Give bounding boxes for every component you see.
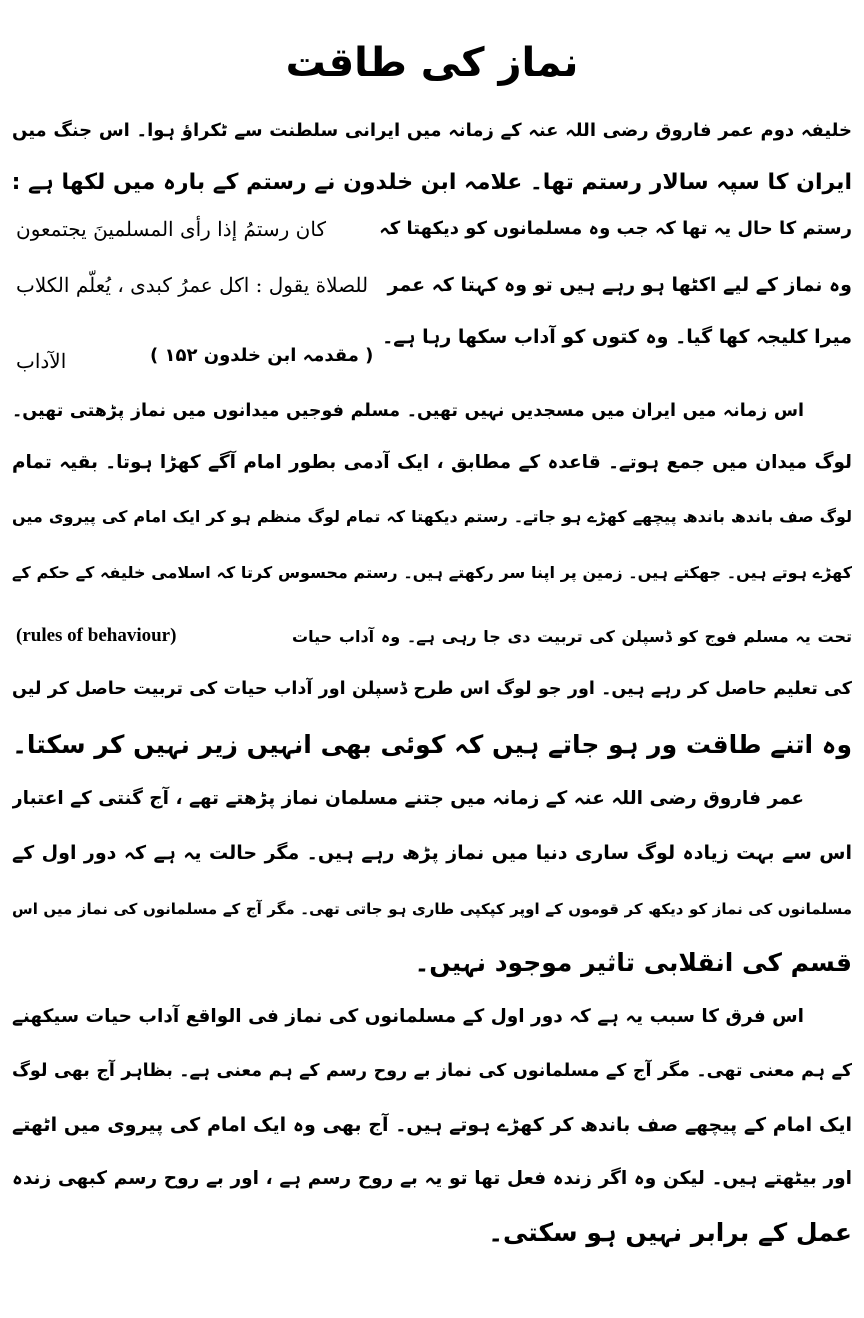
quote-urdu-line-3: میرا کلیجہ کھا گیا۔ وہ کتوں کو آداب سکھا رہا ہے۔ — [382, 326, 852, 348]
para1-line-1: اس زمانہ میں ایران میں مسجدیں نہیں تھیں۔ مسلم فوجیں میدانوں میں نماز پڑھتی تھیں۔ — [12, 401, 804, 421]
para2-line-2: اس سے بہت زیادہ لوگ ساری دنیا میں نماز پڑھ رہے ہیں۔ مگر حالت یہ ہے کہ دور اول کے — [12, 842, 852, 864]
english-note: (rules of behaviour) — [16, 625, 177, 646]
quote-arabic-line-1: کان رستمُ إذا رأی المسلمینَ یجتمعون — [16, 217, 326, 241]
quote-urdu-line-2: وہ نماز کے لیے اکٹھا ہو رہے ہیں تو وہ کہتا کہ عمر — [387, 274, 852, 296]
para3-line-5: عمل کے برابر نہیں ہو سکتی۔ — [488, 1218, 852, 1247]
para1-line-5: تحت یہ مسلم فوج کو ڈسپلن کی تربیت دی جا رہی ہے۔ وہ آداب حیات — [292, 627, 852, 646]
quote-reference: ( مقدمہ ابن خلدون ۱۵۲ ) — [150, 345, 374, 366]
para2-line-4: قسم کی انقلابی تاثیر موجود نہیں۔ — [414, 948, 852, 977]
para3-line-3: ایک امام کے پیچھے صف باندھ کر کھڑے ہوتے ہیں۔ آج بھی وہ ایک امام کی پیروی میں اٹھتے — [12, 1114, 852, 1136]
para3-line-2: کے ہم معنی تھی۔ مگر آج کے مسلمانوں کی نماز بے روح رسم کے ہم معنی ہے۔ بظاہر آج بھی لوگ — [12, 1061, 852, 1081]
para1-line-6: کی تعلیم حاصل کر رہے ہیں۔ اور جو لوگ اس طرح ڈسپلن اور آداب حیات کی تربیت حاصل کر لیں — [12, 679, 852, 699]
para3-line-4: اور بیٹھتے ہیں۔ لیکن وہ اگر زندہ فعل تھا تو یہ بے روح رسم ہے ، اور بے روح رسم کبھی زندہ — [12, 1168, 852, 1189]
para2-line-3: مسلمانوں کی نماز کو دیکھ کر قوموں کے اوپر کپکپی طاری ہو جاتی تھی۔ مگر آج کے مسلمانوں کی نماز میں اس — [12, 900, 852, 918]
quote-arabic-line-3: الآداب — [16, 349, 67, 373]
page-title: نماز کی طاقت — [285, 40, 579, 86]
quote-row-2 — [8, 262, 856, 308]
para2-line-1: عمر فاروق رضی اللہ عنہ کے زمانہ میں جتنے مسلمان نماز پڑھتے تھے ، آج گنتی کے اعتبار — [12, 788, 804, 809]
quote-arabic-line-2: للصلاة یقول : اکل عمرُ کبدی ، یُعلّم الکلاب — [16, 273, 369, 297]
para1-line-4: کھڑے ہوتے ہیں۔ جھکتے ہیں۔ زمین پر اپنا سر رکھتے ہیں۔ رستم محسوس کرتا کہ اسلامی خلیفہ کے حکم کے — [12, 563, 852, 582]
para3-line-1: اس فرق کا سبب یہ ہے کہ دور اول کے مسلمانوں کی نماز فی الواقع آداب حیات سیکھنے — [12, 1006, 804, 1027]
quote-urdu-line-1: رستم کا حال یہ تھا کہ جب وہ مسلمانوں کو دیکھتا کہ — [379, 218, 852, 239]
intro-line-1: خلیفہ دوم عمر فاروق رضی اللہ عنہ کے زمانہ میں ایرانی سلطنت سے ٹکراؤ ہوا۔ اس جنگ میں — [12, 120, 852, 141]
para1-line-2: لوگ میدان میں جمع ہوتے۔ قاعدہ کے مطابق ، ایک آدمی بطور امام آگے کھڑا ہوتا۔ بقیہ تمام — [12, 452, 852, 473]
para1-line-3: لوگ صف باندھ باندھ پیچھے کھڑے ہو جاتے۔ رستم دیکھتا کہ تمام لوگ منظم ہو کر ایک امام کی پیروی میں — [12, 507, 852, 526]
intro-line-2: ایران کا سپہ سالار رستم تھا۔ علامہ ابن خلدون نے رستم کے بارہ میں لکھا ہے : — [12, 170, 852, 195]
quote-row-3 — [8, 314, 856, 373]
quote-row-1 — [8, 206, 856, 252]
para1-line-7: وہ اتنے طاقت ور ہو جاتے ہیں کہ کوئی بھی انہیں زیر نہیں کر سکتا۔ — [12, 730, 852, 759]
